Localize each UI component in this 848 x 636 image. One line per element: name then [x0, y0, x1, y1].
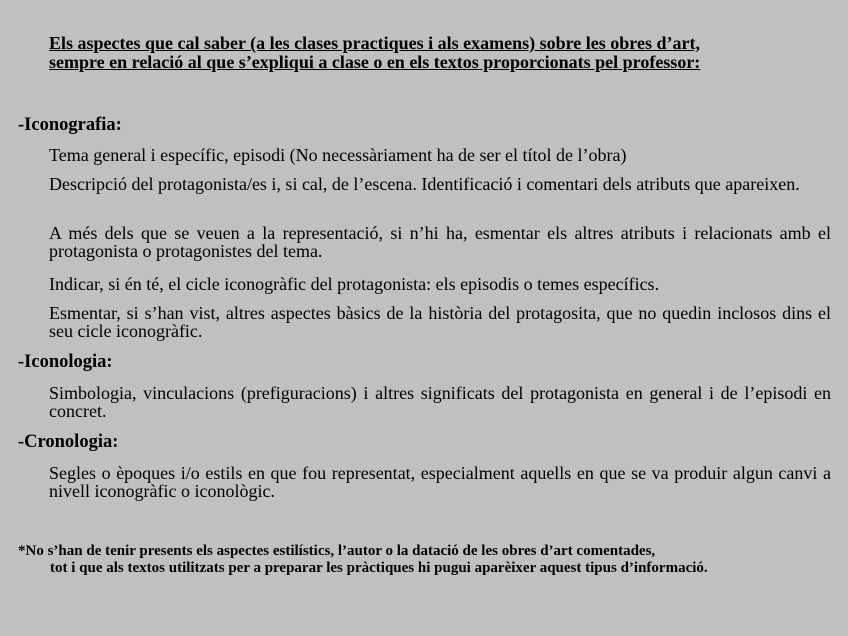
cronologia-paragraph-1: Segles o èpoques i/o estils en que fou representat, especialment aquells en que se va produir algun canvi a nivell iconogràfic o iconològic.: [49, 463, 831, 501]
heading-line-1: Els aspectes que cal saber (a les clases practiques i als examens) sobre les obres d’art,: [49, 33, 700, 53]
iconologia-paragraph-1: Simbologia, vinculacions (prefiguracions) i altres significats del protagonista en general i de l’episodi en concret.: [49, 383, 831, 421]
footnote-continuation: tot i que als textos utilitzats per a preparar les pràctiques hi pugui aparèixer aquest tipus d’informació.: [50, 560, 708, 576]
footnote: [18, 543, 830, 577]
iconografia-paragraph-2: Descripció del protagonista/es i, si cal, de l’escena. Identificació i comentari dels atributs que apareixen.: [49, 174, 800, 194]
section-title-iconografia: -Iconografia:: [18, 115, 122, 135]
iconografia-paragraph-3: A més dels que se veuen a la representació, si n’hi ha, esmentar els altres atributs i relacionats amb el protagonista o protagonistes del tema.: [49, 223, 831, 261]
page-heading: [49, 34, 831, 72]
section-title-iconologia: -Iconologia:: [18, 352, 113, 372]
iconografia-paragraph-1: Tema general i específic, episodi (No necessàriament ha de ser el títol de l’obra): [49, 145, 627, 165]
iconografia-paragraph-4: Indicar, si én té, el cicle iconogràfic del protagonista: els episodis o temes específics.: [49, 274, 660, 294]
iconografia-paragraph-5: Esmentar, si s’han vist, altres aspectes bàsics de la història del protagosita, que no quedin inclosos dins el seu cicle iconogràfic.: [49, 303, 831, 341]
section-title-cronologia: -Cronologia:: [18, 432, 119, 452]
heading-line-2: sempre en relació al que s’expliqui a clase o en els textos proporcionats pel professor:: [49, 52, 701, 72]
footnote-line-1: *No s’han de tenir presents els aspectes estilístics, l’autor o la datació de les obres d’art comentades,: [18, 543, 656, 559]
